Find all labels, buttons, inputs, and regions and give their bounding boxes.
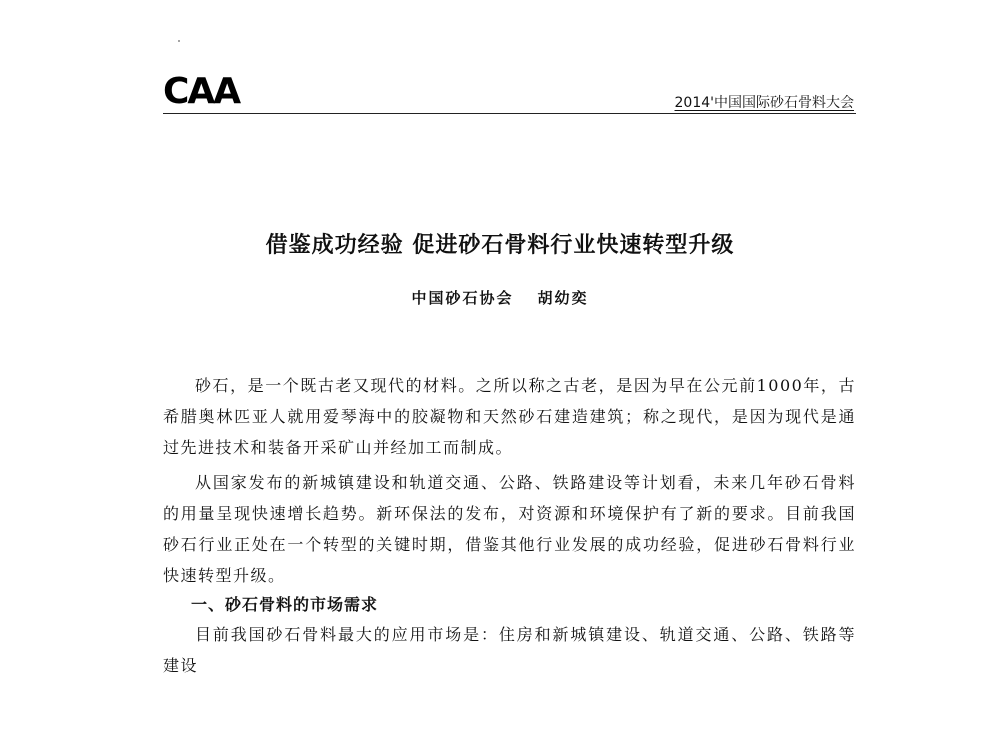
author-name: 胡幼奕	[537, 289, 589, 307]
article-body	[163, 370, 856, 681]
section-heading-market-demand: 一、砂石骨料的市场需求	[191, 595, 379, 614]
author-organization: 中国砂石协会	[411, 289, 514, 307]
paragraph-intro: 砂石，是一个既古老又现代的材料。之所以称之古老，是因为早在公元前1000年，古希腊奥林匹亚人就用爱琴海中的胶凝物和天然砂石建造建筑；称之现代，是因为现代是通过先进技术和装备开采矿山并经加工而制成。	[163, 376, 856, 457]
header-rule	[163, 113, 856, 114]
article-title: 借鉴成功经验 促进砂石骨料行业快速转型升级	[265, 233, 735, 258]
paragraph-market: 目前我国砂石骨料最大的应用市场是：住房和新城镇建设、轨道交通、公路、铁路等建设	[163, 625, 856, 675]
scan-speck	[178, 40, 180, 42]
paragraph-outlook: 从国家发布的新城镇建设和轨道交通、公路、铁路建设等计划看，未来几年砂石骨料的用量呈现快速增长趋势。新环保法的发布，对资源和环境保护有了新的要求。目前我国砂石行业正处在一个转型的关键时期，借鉴其他行业发展的成功经验，促进砂石骨料行业快速转型升级。	[163, 473, 856, 585]
caa-logo: CAA	[163, 71, 240, 112]
byline	[0, 287, 1000, 308]
conference-name: 2014'中国国际砂石骨料大会	[674, 95, 854, 111]
